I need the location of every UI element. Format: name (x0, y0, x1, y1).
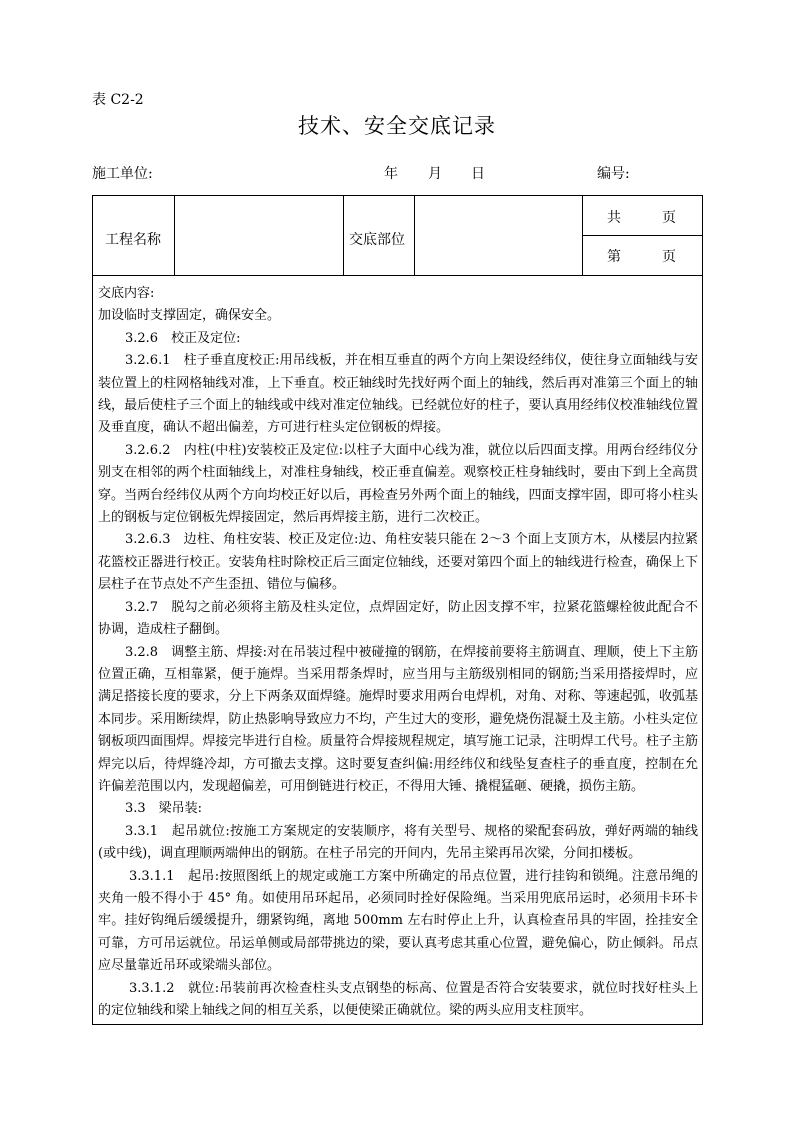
content-paragraph: 3.2.6.1 柱子垂直度校正:用吊线板，并在相互垂直的两个方向上架设经纬仪，使往身立面轴线与安装位置上的柱网格轴线对准，上下垂直。校正轴线时先找好两个面上的轴线，然后再对准第三个面上的轴线，最后使柱子三个面上的轴线或中线对准定位轴线。已经就位好的柱子，要认真用经纬仪校准轴线位置及垂直度，确认不超出偏差，方可进行柱头定位钢板的焊接。 (98, 353, 698, 436)
content-paragraph: 3.2.6.3 边柱、角柱安装、校正及定位:边、角柱安装只能在 2～3 个面上支顶方木，从楼层内拉紧花篮校正器进行校正。安装角柱时除校正后三面定位轴线，还要对第四个面上的轴线进行检查，确保上下层柱子在节点处不产生歪扭、错位与偏移。 (98, 532, 698, 593)
total-pages-suffix: 页 (662, 210, 676, 226)
column-divider (414, 195, 415, 275)
content-paragraph: 3.2.8 调整主筋、焊接:对在吊装过程中被碰撞的钢筋，在焊接前要将主筋调直、理顺，使上下主筋位置正确，互相靠紧，便于施焊。当采用帮条焊时，应当用与主筋级别相同的钢筋;当采用搭接焊时，应满足搭接长度的要求，分上下两条双面焊缝。施焊时要求用两台电焊机，对角、对称、等速起弧，收弧基本同步。采用断续焊，防止热影响导致应力不均，产生过大的变形，避免烧伤混凝土及主筋。小柱头定位钢板项四面围焊。焊接完毕进行自检。质量符合焊接规程规定，填写施工记录，注明焊工代号。柱子主筋焊完以后，待焊缝冷却，方可撤去支撑。这时要复查纠偏:用经纬仪和线坠复查柱子的垂直度，控制在允许偏差范围以内，发现超偏差，可用倒链进行校正，不得用大锤、撬棍猛砸、硬撬，损伤主筋。 (98, 644, 698, 794)
handover-content (98, 283, 698, 1022)
content-paragraph: 3.2.6 校正及定位: (125, 330, 241, 346)
document-number-label: 编号: (597, 166, 630, 182)
year-label: 年 (384, 166, 398, 182)
content-paragraph: 3.3 梁吊装: (125, 801, 203, 817)
construction-unit-label: 施工单位: (92, 166, 153, 182)
content-paragraph: 3.3.1.1 起吊:按照图纸上的规定或施工方案中所确定的吊点位置，进行挂钩和锁绳。注意吊绳的夹角一般不得小于 45° 角。如使用吊环起吊，必须同时拴好保险绳。当采用兜底吊运时，必须用卡环卡牢。挂好钩绳后缓缓提升，绷紧钩绳，离地 500mm 左右时停止上升，认真检查吊具的牢固，拴挂安全可靠，方可吊运就位。吊运单侧或局部带挑边的梁，要认真考虑其重心位置，避免偏心，防止倾斜。吊点应尽量靠近吊环或梁端头部位。 (98, 868, 698, 974)
content-paragraph: 3.3.1.2 就位:吊装前再次检查柱头支点钢垫的标高、位置是否符合安装要求，就位时找好柱头上的定位轴线和梁上轴线之间的相互关系，以便使梁正确就位。梁的两头应用支柱顶牢。 (98, 980, 698, 1018)
content-paragraph: 3.2.6.2 内柱(中柱)安装校正及定位:以柱子大面中心线为准，就位以后四面支撑。用两台经纬仪分别支在相邻的两个柱面轴线上，对准柱身轴线，校正垂直偏差。观察校正柱身轴线时，要由下到上全高贯穿。当两台经纬仪从两个方向均校正好以后，再检查另外两个面上的轴线，四面支撑牢固，即可将小柱头上的钢板与定位钢板先焊接固定，然后再焊接主筋，进行二次校正。 (98, 442, 698, 526)
form-code: 表 C2-2 (92, 92, 144, 108)
day-label: 日 (471, 166, 485, 182)
content-paragraph: 3.3.1 起吊就位:按施工方案规定的安装顺序，将有关型号、规格的梁配套码放，弹好两端的轴线(或中线)，调直理顺两端伸出的钢筋。在柱子吊完的开间内，先吊主梁再吊次梁，分间扣楼板。 (98, 823, 698, 862)
page-number-prefix: 第 (607, 249, 621, 265)
page-number-suffix: 页 (662, 249, 676, 265)
content-heading: 交底内容: (98, 286, 155, 301)
content-paragraph: 加设临时支撑固定，确保安全。 (98, 308, 281, 324)
column-divider (582, 195, 583, 275)
column-divider (174, 195, 175, 275)
page-count-divider (582, 235, 703, 236)
page-title: 技术、安全交底记录 (298, 114, 496, 138)
header-divider (92, 275, 703, 276)
project-name-label: 工程名称 (105, 232, 161, 248)
handover-part-label: 交底部位 (349, 232, 405, 248)
total-pages-prefix: 共 (607, 210, 621, 226)
month-label: 月 (428, 166, 442, 182)
content-paragraph: 3.2.7 脱勾之前必须将主筋及柱头定位，点焊固定好，防止因支撑不牢，拉紧花篮螺栓彼此配合不协调，造成柱子翻倒。 (98, 599, 698, 638)
column-divider (343, 195, 344, 275)
